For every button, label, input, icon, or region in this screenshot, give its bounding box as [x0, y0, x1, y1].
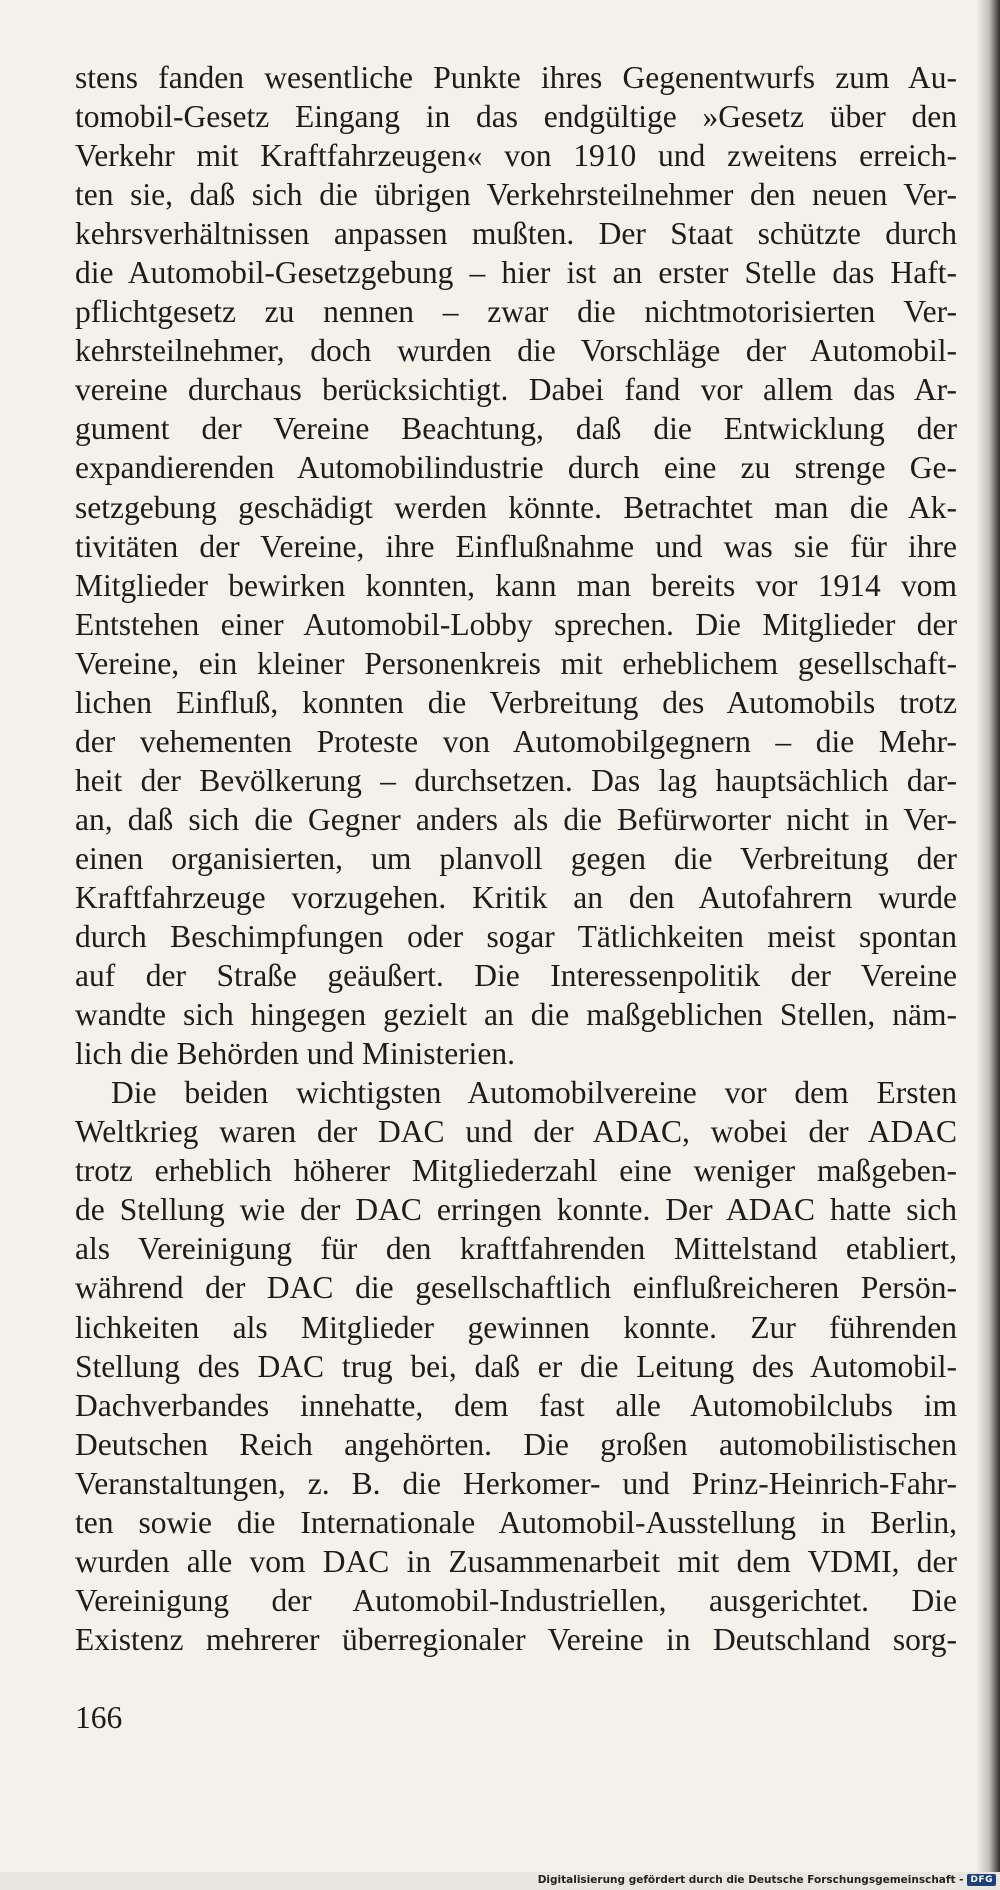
- text-line: wurden alle vom DAC in Zusammenarbeit mit dem VDMI, der: [75, 1543, 957, 1579]
- text-line: Verkehr mit Kraftfahrzeugen« von 1910 und zweitens erreich-: [75, 138, 957, 174]
- text-line: Deutschen Reich angehörten. Die großen automobilistischen: [75, 1426, 957, 1462]
- credit-text: Digitalisierung gefördert durch die Deutsche Forschungsgemeinschaft -: [537, 1874, 964, 1886]
- text-line: Mitglieder bewirken konnten, kann man bereits vor 1914 vom: [75, 567, 957, 603]
- text-line: die Automobil-Gesetzgebung – hier ist an erster Stelle das Haft-: [75, 255, 957, 291]
- text-line: pflichtgesetz zu nennen – zwar die nichtmotorisierten Ver-: [75, 294, 957, 330]
- text-line: stens fanden wesentliche Punkte ihres Gegenentwurfs zum Au-: [75, 60, 957, 95]
- text-line: setzgebung geschädigt werden könnte. Betrachtet man die Ak-: [75, 489, 957, 525]
- text-line: gument der Vereine Beachtung, daß die Entwicklung der: [75, 411, 957, 447]
- text-line: ten sowie die Internationale Automobil-Ausstellung in Berlin,: [75, 1504, 957, 1540]
- text-line: trotz erheblich höherer Mitgliederzahl eine weniger maßgeben-: [75, 1153, 957, 1189]
- digitization-credit: [538, 1872, 996, 1888]
- text-line: Kraftfahrzeuge vorzugehen. Kritik an den Autofahrern wurde: [75, 879, 957, 915]
- text-line: vereine durchaus berücksichtigt. Dabei fand vor allem das Ar-: [75, 372, 957, 408]
- text-line: Existenz mehrerer überregionaler Vereine in Deutschland sorg-: [75, 1621, 957, 1657]
- text-line: tivitäten der Vereine, ihre Einflußnahme und was sie für ihre: [75, 528, 957, 564]
- text-line: lich die Behörden und Ministerien.: [75, 1036, 516, 1072]
- text-line: Veranstaltungen, z. B. die Herkomer- und Prinz-Heinrich-Fahr-: [75, 1465, 957, 1501]
- text-line: tomobil-Gesetz Eingang in das endgültige »Gesetz über den: [75, 99, 957, 135]
- text-line: während der DAC die gesellschaftlich einflußreicheren Persön-: [75, 1270, 957, 1306]
- text-line: Die beiden wichtigsten Automobilvereine vor dem Ersten: [111, 1075, 957, 1111]
- text-line: als Vereinigung für den kraftfahrenden Mittelstand etabliert,: [75, 1231, 957, 1267]
- text-line: de Stellung wie der DAC erringen konnte. Der ADAC hatte sich: [75, 1192, 957, 1228]
- text-line: an, daß sich die Gegner anders als die Befürworter nicht in Ver-: [75, 801, 957, 837]
- text-line: Entstehen einer Automobil-Lobby sprechen. Die Mitglieder der: [75, 606, 957, 642]
- text-line: expandierenden Automobilindustrie durch eine zu strenge Ge-: [75, 450, 957, 486]
- body-text: [75, 58, 957, 1659]
- text-line: einen organisierten, um planvoll gegen die Verbreitung der: [75, 840, 957, 876]
- text-line: Dachverbandes innehatte, dem fast alle Automobilclubs im: [75, 1387, 957, 1423]
- text-line: Weltkrieg waren der DAC und der ADAC, wobei der ADAC: [75, 1114, 957, 1150]
- text-line: ten sie, daß sich die übrigen Verkehrsteilnehmer den neuen Ver-: [75, 177, 957, 213]
- text-line: Vereinigung der Automobil-Industriellen, ausgerichtet. Die: [75, 1582, 957, 1618]
- text-line: lichen Einfluß, konnten die Verbreitung des Automobils trotz: [75, 684, 957, 720]
- text-line: der vehementen Proteste von Automobilgegnern – die Mehr-: [75, 723, 957, 759]
- page-gutter-shadow: [976, 0, 1000, 1872]
- text-line: Stellung des DAC trug bei, daß er die Leitung des Automobil-: [75, 1348, 957, 1384]
- paragraph-1: [75, 58, 957, 1073]
- text-line: kehrsverhältnissen anpassen mußten. Der Staat schützte durch: [75, 216, 957, 252]
- text-line: auf der Straße geäußert. Die Interessenpolitik der Vereine: [75, 958, 957, 994]
- text-line: lichkeiten als Mitglieder gewinnen konnte. Zur führenden: [75, 1309, 957, 1345]
- text-line: durch Beschimpfungen oder sogar Tätlichkeiten meist spontan: [75, 919, 957, 955]
- page-number: 166: [75, 1700, 123, 1735]
- dfg-logo-icon: DFG: [967, 1874, 996, 1886]
- paragraph-2: [75, 1073, 957, 1659]
- text-line: Vereine, ein kleiner Personenkreis mit erheblichem gesellschaft-: [75, 645, 957, 681]
- text-line: heit der Bevölkerung – durchsetzen. Das lag hauptsächlich dar-: [75, 762, 957, 798]
- text-line: kehrsteilnehmer, doch wurden die Vorschläge der Automobil-: [75, 333, 957, 369]
- text-line: wandte sich hingegen gezielt an die maßgeblichen Stellen, näm-: [75, 997, 957, 1033]
